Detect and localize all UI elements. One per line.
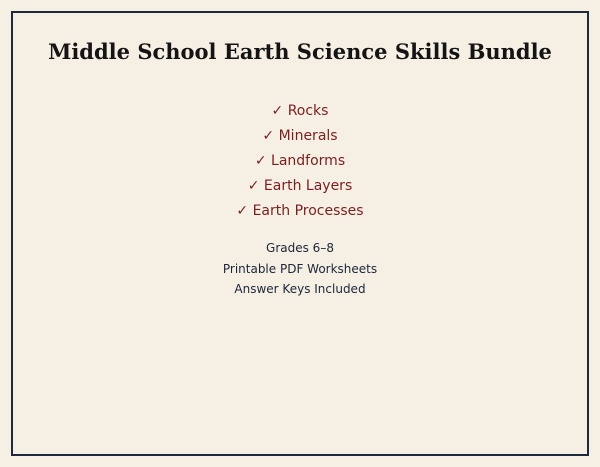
checklist-item-minerals: ✓ Minerals <box>262 128 338 144</box>
grade-range-text: Grades 6–8 <box>266 241 334 255</box>
answer-keys-text: Answer Keys Included <box>234 282 366 296</box>
checklist-item-rocks: ✓ Rocks <box>271 103 329 119</box>
checklist-item-earth-layers: ✓ Earth Layers <box>247 178 353 194</box>
checklist-item-earth-processes: ✓ Earth Processes <box>236 203 364 219</box>
product-details <box>0 239 600 301</box>
topic-checklist <box>0 101 600 226</box>
page-border-frame <box>11 11 589 456</box>
checklist-item-landforms: ✓ Landforms <box>254 153 346 169</box>
format-text: Printable PDF Worksheets <box>222 261 378 276</box>
page-title: Middle School Earth Science Skills Bundle <box>48 39 552 64</box>
